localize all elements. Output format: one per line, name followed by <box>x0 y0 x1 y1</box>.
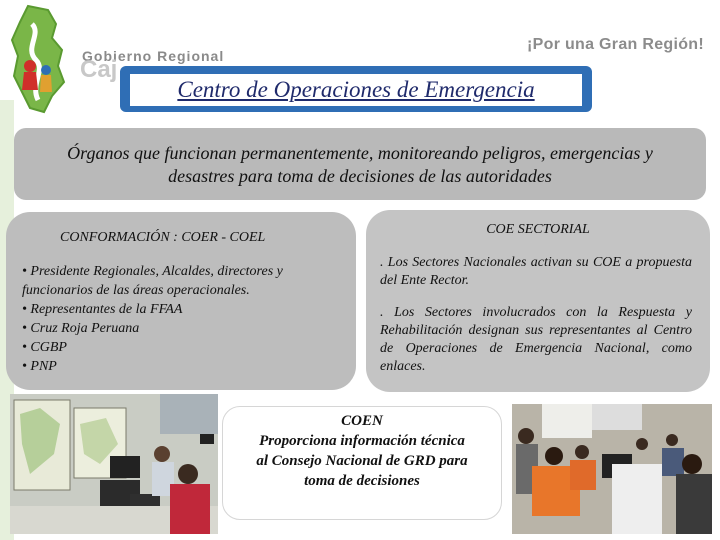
coen-line: toma de decisiones <box>304 473 420 489</box>
intro-band <box>14 128 706 200</box>
sectorial-paragraph-1: . Los Sectores Nacionales activan su COE a propuesta del Ente Rector. <box>380 255 692 288</box>
coen-title: COEN <box>341 413 383 429</box>
coe-sectorial-panel <box>366 210 710 392</box>
title-box <box>120 66 592 112</box>
coen-line: Proporciona información técnica <box>259 433 465 449</box>
sectorial-paragraph-2: . Los Sectores involucrados con la Respuesta y Rehabilitación designan sus representantes al Centro de Operaciones de Emergencia Nacional, como enlaces. <box>380 305 692 374</box>
meeting-room-photo <box>512 404 712 534</box>
operations-room-illustration <box>10 394 218 534</box>
conformacion-panel <box>6 212 356 390</box>
region-map-logo-icon <box>8 4 70 116</box>
conformacion-list <box>22 262 340 376</box>
meeting-room-illustration <box>512 404 712 534</box>
list-item: • Cruz Roja Peruana <box>22 321 140 336</box>
list-item: • Representantes de la FFAA <box>22 302 183 317</box>
org-name-bottom: Caj <box>80 56 118 83</box>
intro-text: Órganos que funcionan permanentemente, monitoreando peligros, emergencias y desastres para toma de decisiones de las autoridades <box>67 143 653 186</box>
org-name-top: Gobierno Regional <box>82 48 225 64</box>
title-inner <box>130 74 582 106</box>
list-item: • Presidente Regionales, Alcaldes, directores y funcionarios de las áreas operacionales. <box>22 264 283 298</box>
coe-sectorial-heading: COE SECTORIAL <box>486 222 590 237</box>
operations-room-photo <box>10 394 218 534</box>
coen-box <box>222 406 502 520</box>
coen-line: al Consejo Nacional de GRD para <box>256 453 468 469</box>
conformacion-heading: CONFORMACIÓN : COER - COEL <box>60 230 266 245</box>
slogan: ¡Por una Gran Región! <box>527 36 704 53</box>
list-item: • CGBP <box>22 340 67 355</box>
page-title: Centro de Operaciones de Emergencia <box>177 77 535 102</box>
coen-text <box>223 411 501 491</box>
list-item: • PNP <box>22 359 57 374</box>
